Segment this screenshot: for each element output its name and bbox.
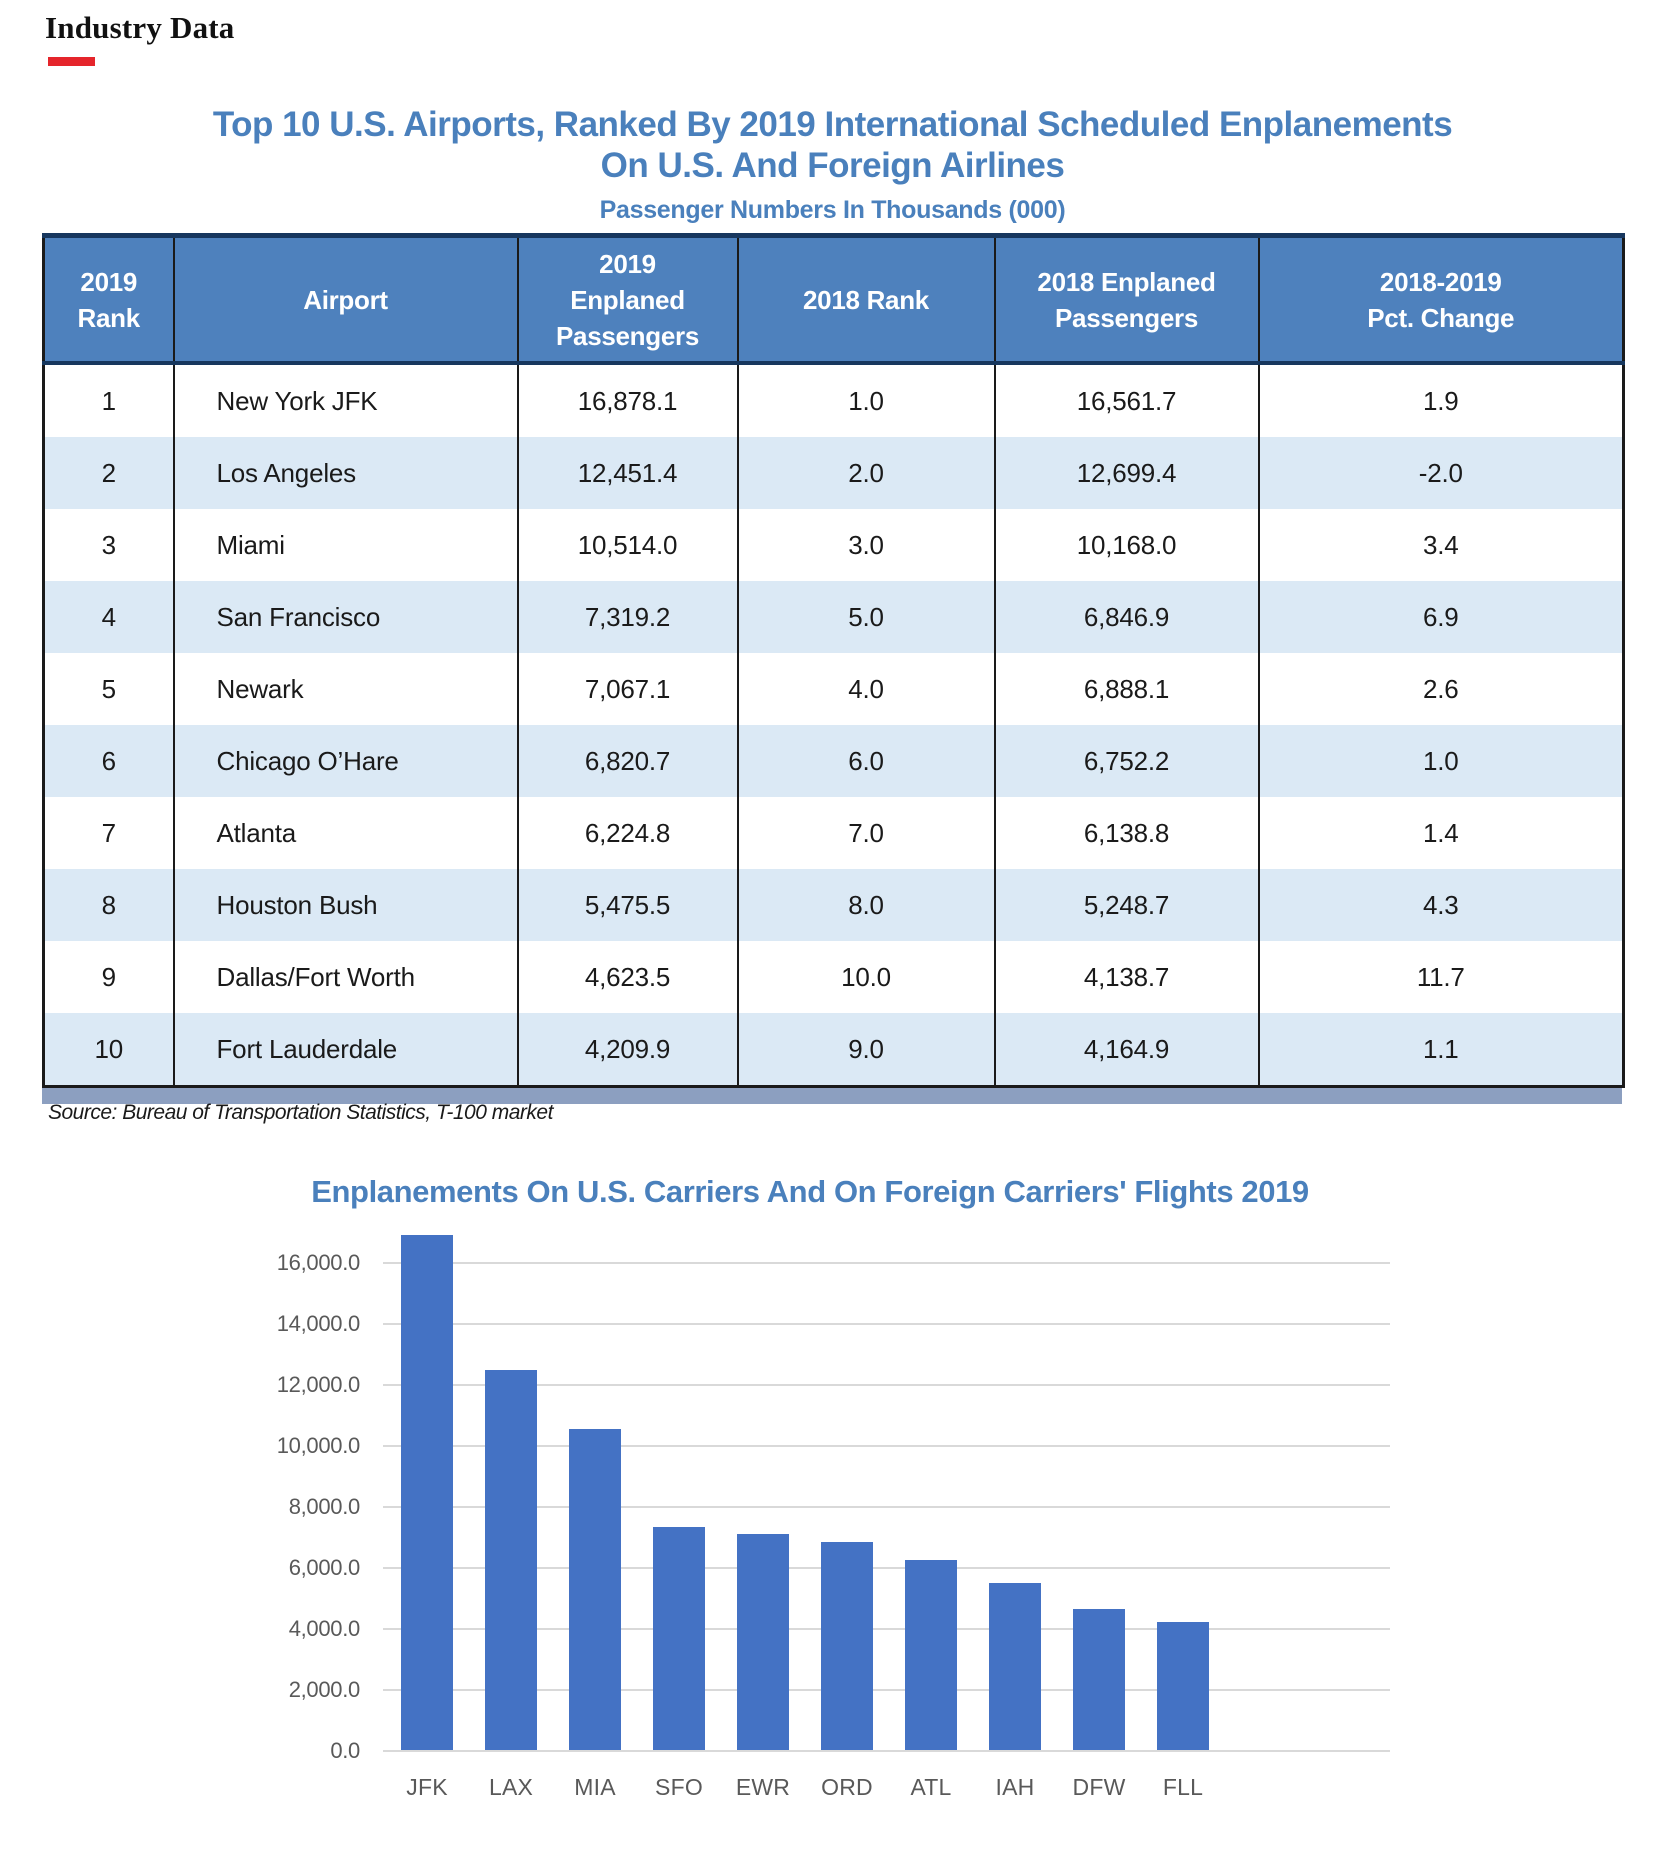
gridline-0.0 [383, 1750, 1390, 1752]
cell-rank2018: 3.0 [738, 509, 995, 581]
y-axis-tick-label: 0.0 [330, 1738, 360, 1763]
gridline-16,000.0 [383, 1262, 1390, 1264]
source-note: Source: Bureau of Transportation Statistics, T-100 market [48, 1101, 553, 1124]
bar-JFK [401, 1235, 453, 1750]
cell-airport: Newark [174, 653, 518, 725]
x-axis-label-ORD: ORD [821, 1774, 873, 1800]
x-axis-label-IAH: IAH [995, 1774, 1035, 1800]
cell-enplaned2019: 5,475.5 [518, 869, 738, 941]
cell-rank2018: 10.0 [738, 941, 995, 1013]
cell-enplaned2019: 7,067.1 [518, 653, 738, 725]
bar-ORD [821, 1542, 873, 1750]
cell-pct_change: 2.6 [1259, 653, 1624, 725]
table-row [44, 363, 1624, 437]
column-header-airport: Airport [174, 236, 518, 364]
bar-SFO [653, 1527, 705, 1750]
cell-enplaned2018: 10,168.0 [995, 509, 1259, 581]
airports-table-header [44, 236, 1624, 364]
cell-rank2018: 9.0 [738, 1013, 995, 1087]
cell-enplaned2018: 6,888.1 [995, 653, 1259, 725]
cell-enplaned2019: 6,224.8 [518, 797, 738, 869]
airports-table-body [44, 363, 1624, 1087]
gridline-12,000.0 [383, 1384, 1390, 1386]
cell-rank2019: 7 [101, 817, 116, 848]
cell-rank2019: 4 [101, 601, 116, 632]
document-title-line1: Top 10 U.S. Airports, Ranked By 2019 International Scheduled Enplanements [212, 105, 1453, 144]
cell-pct_change: 1.4 [1259, 797, 1624, 869]
y-axis-tick-label: 6,000.0 [288, 1555, 360, 1580]
cell-enplaned2018: 16,561.7 [995, 363, 1259, 437]
cell-rank2019: 3 [101, 529, 116, 560]
cell-enplaned2019: 7,319.2 [518, 581, 738, 653]
cell-enplaned2019: 12,451.4 [518, 437, 738, 509]
header-row [44, 236, 1624, 364]
airports-table [42, 233, 1625, 1088]
chart-title: Enplanements On U.S. Carriers And On Foreign Carriers' Flights 2019 [311, 1174, 1309, 1209]
x-axis-label-MIA: MIA [574, 1774, 616, 1800]
cell-rank2018: 4.0 [738, 653, 995, 725]
y-axis-tick-label: 12,000.0 [276, 1372, 360, 1397]
x-axis-label-SFO: SFO [655, 1774, 703, 1800]
cell-enplaned2019: 16,878.1 [518, 363, 738, 437]
y-axis-tick-label: 16,000.0 [276, 1250, 360, 1275]
bar-FLL [1157, 1622, 1209, 1750]
y-axis-tick-label: 4,000.0 [288, 1616, 360, 1641]
cell-pct_change: 3.4 [1259, 509, 1624, 581]
cell-enplaned2019: 10,514.0 [518, 509, 738, 581]
table-row [44, 653, 1624, 725]
cell-rank2018: 2.0 [738, 437, 995, 509]
column-header-2019-enplaned-passengers: 2019 Enplaned Passengers [518, 236, 738, 364]
y-axis-tick-label: 14,000.0 [276, 1311, 360, 1336]
cell-pct_change: -2.0 [1259, 437, 1624, 509]
y-axis-tick-label: 8,000.0 [288, 1494, 360, 1519]
cell-pct_change: 1.1 [1259, 1013, 1624, 1087]
cell-rank2019: 8 [101, 889, 116, 920]
column-header-2018-2019-pct-change: 2018-2019 Pct. Change [1259, 236, 1624, 364]
bar-LAX [485, 1370, 537, 1750]
cell-rank2018: 8.0 [738, 869, 995, 941]
x-axis-label-FLL: FLL [1162, 1774, 1204, 1800]
bar-IAH [989, 1583, 1041, 1750]
table-row [44, 1013, 1624, 1087]
document-title [0, 104, 1665, 186]
table-row [44, 941, 1624, 1013]
cell-rank2018: 7.0 [738, 797, 995, 869]
y-axis-tick-label: 10,000.0 [276, 1433, 360, 1458]
table-row [44, 437, 1624, 509]
cell-pct_change: 1.0 [1259, 725, 1624, 797]
cell-airport: New York JFK [174, 363, 518, 437]
column-header-2019-rank: 2019 Rank [44, 236, 174, 364]
cell-enplaned2018: 4,164.9 [995, 1013, 1259, 1087]
cell-rank2019: 10 [94, 1033, 124, 1064]
page-kicker: Industry Data [45, 10, 235, 45]
x-axis-label-LAX: LAX [488, 1774, 534, 1800]
gridline-14,000.0 [383, 1323, 1390, 1325]
cell-enplaned2018: 6,846.9 [995, 581, 1259, 653]
x-axis-label-JFK: JFK [406, 1774, 448, 1800]
table-row [44, 869, 1624, 941]
cell-pct_change: 4.3 [1259, 869, 1624, 941]
cell-enplaned2019: 4,623.5 [518, 941, 738, 1013]
cell-enplaned2018: 4,138.7 [995, 941, 1259, 1013]
cell-rank2019: 1 [101, 385, 116, 416]
bar-MIA [569, 1429, 621, 1750]
cell-airport: San Francisco [174, 581, 518, 653]
gridline-4,000.0 [383, 1628, 1390, 1630]
airports-table-wrapper [42, 233, 1622, 1104]
column-header-2018-rank: 2018 Rank [738, 236, 995, 364]
cell-airport: Miami [174, 509, 518, 581]
table-row [44, 797, 1624, 869]
cell-enplaned2018: 12,699.4 [995, 437, 1259, 509]
cell-airport: Houston Bush [174, 869, 518, 941]
table-row [44, 509, 1624, 581]
gridline-2,000.0 [383, 1689, 1390, 1691]
bar-ATL [905, 1560, 957, 1750]
cell-enplaned2019: 6,820.7 [518, 725, 738, 797]
x-axis-label-EWR: EWR [735, 1774, 791, 1800]
cell-enplaned2019: 4,209.9 [518, 1013, 738, 1087]
document-subtitle: Passenger Numbers In Thousands (000) [599, 196, 1066, 224]
cell-airport: Chicago O’Hare [174, 725, 518, 797]
cell-rank2018: 6.0 [738, 725, 995, 797]
cell-airport: Dallas/Fort Worth [174, 941, 518, 1013]
bar-DFW [1073, 1609, 1125, 1750]
table-row [44, 581, 1624, 653]
x-axis-label-DFW: DFW [1072, 1774, 1126, 1800]
cell-rank2019: 2 [101, 457, 116, 488]
x-axis-label-ATL: ATL [910, 1774, 952, 1800]
cell-airport: Atlanta [174, 797, 518, 869]
gridline-10,000.0 [383, 1445, 1390, 1447]
gridline-6,000.0 [383, 1567, 1390, 1569]
cell-airport: Fort Lauderdale [174, 1013, 518, 1087]
cell-rank2018: 1.0 [738, 363, 995, 437]
cell-rank2019: 6 [101, 745, 116, 776]
cell-enplaned2018: 6,752.2 [995, 725, 1259, 797]
document-title-line2: On U.S. And Foreign Airlines [600, 146, 1065, 185]
cell-enplaned2018: 5,248.7 [995, 869, 1259, 941]
cell-enplaned2018: 6,138.8 [995, 797, 1259, 869]
cell-rank2018: 5.0 [738, 581, 995, 653]
gridline-8,000.0 [383, 1506, 1390, 1508]
bar-EWR [737, 1534, 789, 1750]
table-row [44, 725, 1624, 797]
cell-airport: Los Angeles [174, 437, 518, 509]
column-header-2018-enplaned-passengers: 2018 Enplaned Passengers [995, 236, 1259, 364]
cell-pct_change: 1.9 [1259, 363, 1624, 437]
cell-pct_change: 6.9 [1259, 581, 1624, 653]
kicker-red-rule [48, 57, 95, 66]
cell-rank2019: 5 [101, 673, 116, 704]
y-axis-tick-label: 2,000.0 [288, 1677, 360, 1702]
cell-pct_change: 11.7 [1259, 941, 1624, 1013]
cell-rank2019: 9 [101, 961, 116, 992]
